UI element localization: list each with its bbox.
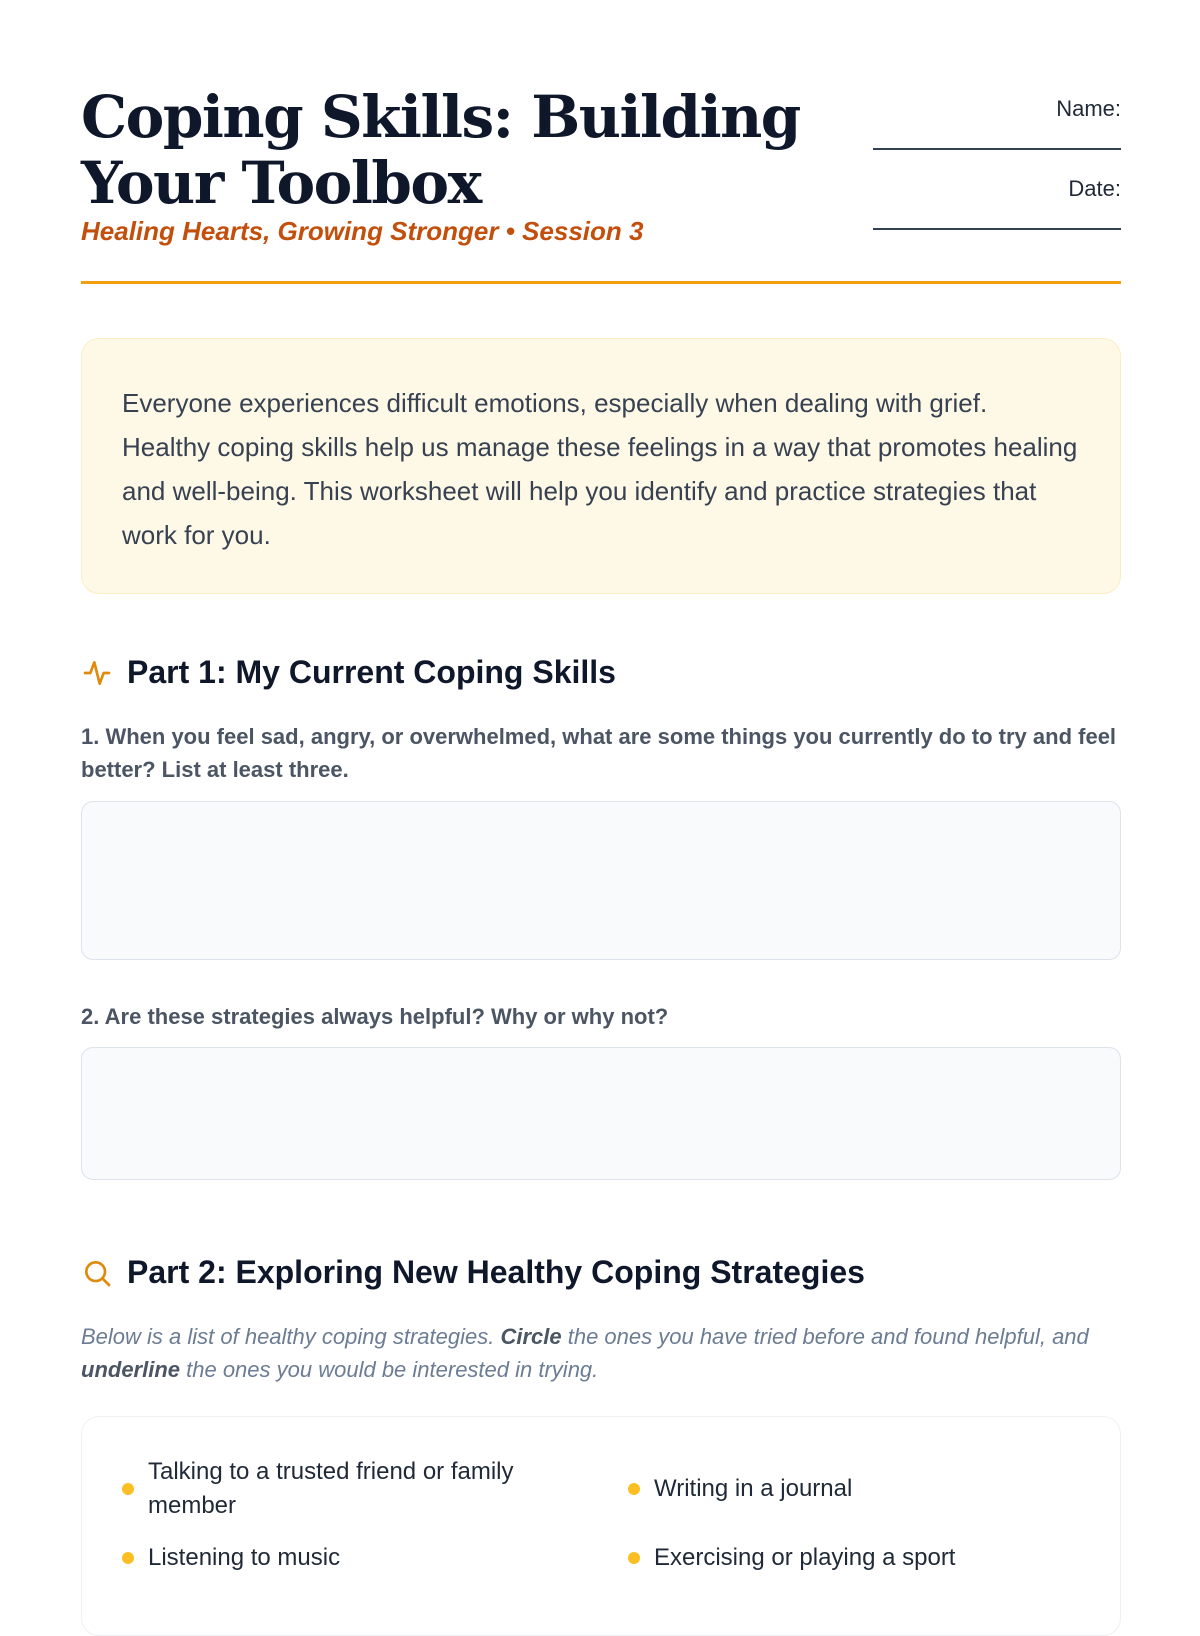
part1-title: Part 1: My Current Coping Skills [127, 654, 616, 690]
strategy-list [81, 1416, 1121, 1636]
instructions-circle: Circle [500, 1324, 562, 1349]
instructions-text-2: the ones you have tried before and found helpful, and [561, 1324, 1089, 1349]
date-label: Date: [1068, 176, 1121, 201]
bullet-icon [122, 1552, 134, 1564]
date-field[interactable] [873, 206, 1121, 230]
page-title: Coping Skills: Building Your Toolbox [81, 83, 800, 217]
strategy-label: Listening to music [148, 1544, 341, 1571]
part2-title: Part 2: Exploring New Healthy Coping Strategies [127, 1254, 865, 1290]
intro-box: Everyone experiences difficult emotions, especially when dealing with grief. Healthy coping skills help us manage these feelings in a way that promotes healing and well-being. This worksheet will help you identify and practice strategies that work for you. [81, 338, 1121, 594]
worksheet-page [81, 0, 1121, 1571]
activity-icon [81, 657, 113, 689]
page-subtitle: Healing Hearts, Growing Stronger • Session 3 [81, 216, 644, 246]
bullet-icon [122, 1483, 134, 1495]
question-1: 1. When you feel sad, angry, or overwhelmed, what are some things you currently do to try and feel better? List at least three. [81, 724, 1117, 782]
name-field[interactable] [873, 126, 1121, 150]
strategy-label: Writing in a journal [654, 1475, 853, 1502]
instructions-text-1: Below is a list of healthy coping strategies. [81, 1324, 501, 1349]
name-label: Name: [1056, 96, 1121, 121]
answer-1-box[interactable] [81, 801, 1121, 960]
strategy-item[interactable] [122, 1455, 552, 1523]
name-date-fields [873, 96, 1121, 256]
instructions-underline: underline [81, 1357, 181, 1382]
answer-2-box[interactable] [81, 1047, 1121, 1180]
strategy-item[interactable] [122, 1541, 552, 1575]
search-icon [81, 1257, 113, 1289]
instructions-text-3: the ones you would be interested in trying. [180, 1357, 599, 1382]
part2-heading [81, 1254, 865, 1291]
worksheet-header [81, 0, 1121, 284]
part2-instructions [81, 1320, 1121, 1386]
part1-heading [81, 654, 616, 691]
question-2: 2. Are these strategies always helpful? Why or why not? [81, 1004, 669, 1029]
strategy-label: Exercising or playing a sport [654, 1544, 956, 1571]
strategy-item[interactable] [628, 1541, 1068, 1575]
bullet-icon [628, 1552, 640, 1564]
bullet-icon [628, 1483, 640, 1495]
strategy-item[interactable] [628, 1472, 1068, 1506]
strategy-label: Talking to a trusted friend or family member [148, 1458, 514, 1519]
